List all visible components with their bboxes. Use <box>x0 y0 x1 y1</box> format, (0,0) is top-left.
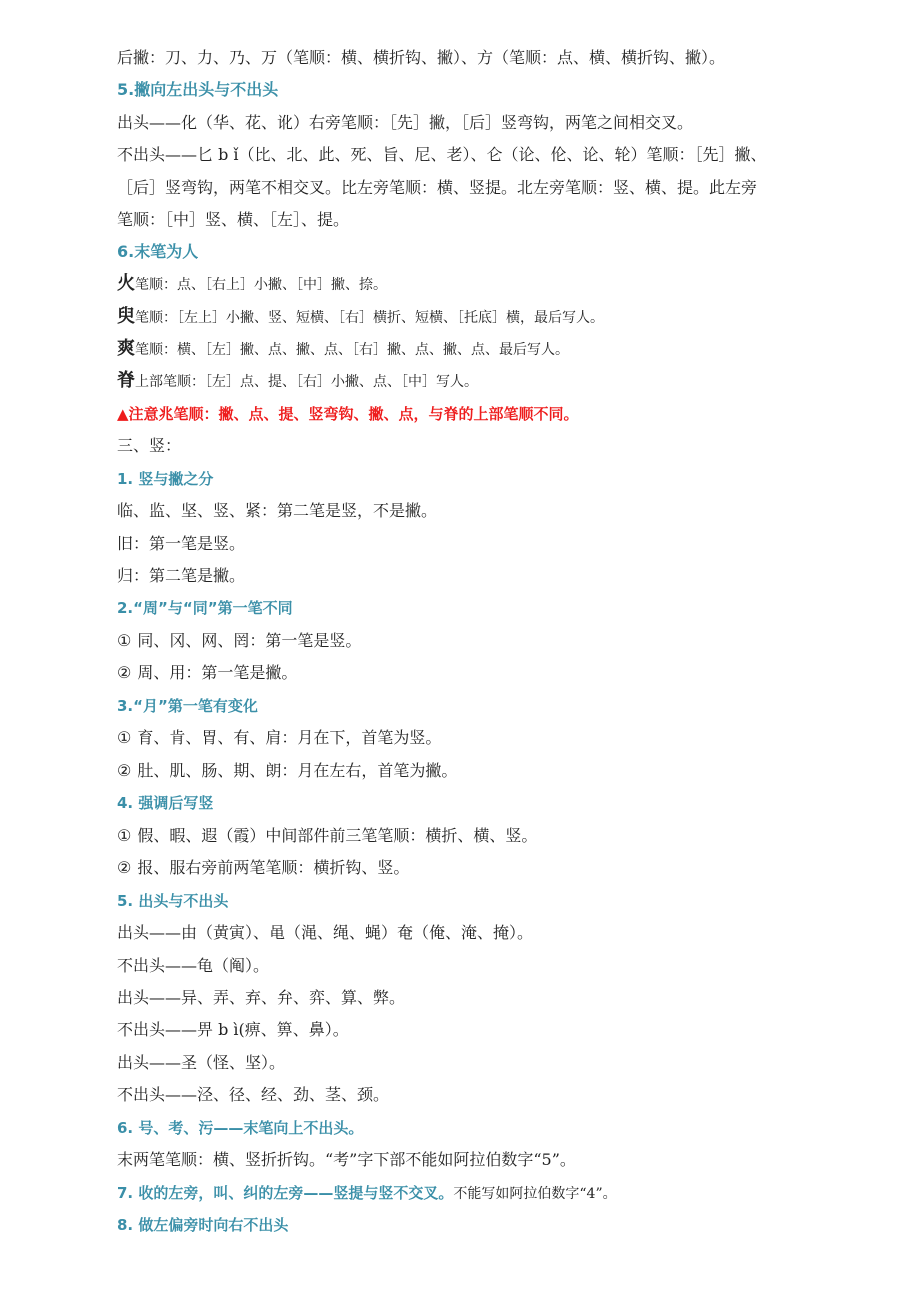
item-number: ① <box>117 826 132 845</box>
vertical-6-line: 末两笔笔顺：横、竖折折钩。“考”字下部不能如阿拉伯数字“5”。 <box>117 1150 576 1169</box>
vertical-5-heading: 5. 出头与不出头 <box>117 892 229 910</box>
stroke-item <box>117 274 387 296</box>
list-item <box>117 858 409 880</box>
list-item <box>117 826 537 848</box>
list-item <box>117 663 297 685</box>
vertical-5-line: 不出头——龟（阄）。 <box>117 956 270 975</box>
item-number: ② <box>117 663 132 682</box>
example-char: 爽 <box>117 338 135 359</box>
section-5-line-4: 笔顺：［中］竖、横、［左］、提。 <box>117 210 350 229</box>
vertical-5-line: 出头——异、弄、弃、弁、弈、算、弊。 <box>117 988 406 1007</box>
example-char: 脊 <box>117 370 135 391</box>
list-item <box>117 728 441 750</box>
item-number: ① <box>117 728 132 747</box>
intro-line: 后撇：刀、力、乃、万（笔顺：横、横折钩、撇）、方（笔顺：点、横、横折钩、撇）。 <box>117 48 726 67</box>
vertical-7-heading-text: 7. 收的左旁，叫、纠的左旁——竖提与竖不交叉。 <box>117 1184 454 1202</box>
vertical-5-line: 不出头——畀 b ì(痹、箅、鼻）。 <box>117 1020 349 1039</box>
vertical-2-heading: 2.“周”与“同”第一笔不同 <box>117 599 293 617</box>
stroke-item <box>117 307 604 329</box>
warning-note: ▲注意兆笔顺：撇、点、提、竖弯钩、撇、点，与脊的上部笔顺不同。 <box>117 405 579 423</box>
item-number: ① <box>117 631 132 650</box>
vertical-5-line: 不出头——泾、径、经、劲、茎、颈。 <box>117 1085 390 1104</box>
vertical-7-heading <box>117 1183 617 1205</box>
vertical-7-note: 不能写如阿拉伯数字“4”。 <box>453 1186 617 1202</box>
list-item <box>117 761 457 783</box>
vertical-1-line: 旧：第一笔是竖。 <box>117 534 246 553</box>
section-5-line-1: 出头——化（华、花、讹）右旁笔顺：［先］撇，［后］竖弯钩，两笔之间相交叉。 <box>117 113 694 132</box>
vertical-6-heading: 6. 号、考、污——末笔向上不出头。 <box>117 1119 364 1137</box>
stroke-order-text: 笔顺：点、［右上］小撇、［中］撇、捺。 <box>135 277 387 293</box>
item-text: 肚、肌、肠、期、朗：月在左右，首笔为撇。 <box>137 761 458 780</box>
vertical-5-line: 出头——圣（怪、坚）。 <box>117 1053 286 1072</box>
section-5-heading: 5.撇向左出头与不出头 <box>117 80 279 99</box>
example-char: 火 <box>117 273 135 294</box>
item-text: 周、用：第一笔是撇。 <box>137 663 298 682</box>
vertical-8-heading: 8. 做左偏旁时向右不出头 <box>117 1216 289 1234</box>
example-char: 臾 <box>117 306 135 327</box>
stroke-order-text: 笔顺：［左上］小撇、竖、短横、［右］横折、短横、［托底］横，最后写人。 <box>135 310 604 326</box>
stroke-item <box>117 371 478 393</box>
item-text: 假、暇、遐（霞）中间部件前三笔笔顺：横折、横、竖。 <box>137 826 538 845</box>
item-number: ② <box>117 761 132 780</box>
stroke-item <box>117 339 569 361</box>
item-text: 育、肯、胃、有、肩：月在下，首笔为竖。 <box>137 728 442 747</box>
list-item <box>117 631 361 653</box>
vertical-1-heading: 1. 竖与撇之分 <box>117 470 214 488</box>
vertical-5-line: 出头——由（黄寅）、黾（渑、绳、蝇）奄（俺、淹、掩）。 <box>117 923 534 942</box>
section-5-line-2: 不出头——匕 b ǐ（比、北、此、死、旨、尼、老）、仑（论、伦、论、轮）笔顺：［先］撇、 <box>117 145 767 164</box>
vertical-4-heading: 4. 强调后写竖 <box>117 794 214 812</box>
part-3-title: 三、竖： <box>117 436 182 455</box>
vertical-1-line: 归：第二笔是撇。 <box>117 566 246 585</box>
stroke-order-text: 笔顺：横、［左］撇、点、撇、点、［右］撇、点、撇、点、最后写人。 <box>135 342 569 358</box>
item-text: 报、服右旁前两笔笔顺：横折钩、竖。 <box>137 858 410 877</box>
section-6-heading: 6.末笔为人 <box>117 242 199 261</box>
vertical-3-heading: 3.“月”第一笔有变化 <box>117 697 258 715</box>
item-number: ② <box>117 858 132 877</box>
vertical-1-line: 临、监、坚、竖、紧：第二笔是竖，不是撇。 <box>117 501 438 520</box>
stroke-order-text: 上部笔顺：［左］点、提、［右］小撇、点、［中］写人。 <box>135 374 478 390</box>
section-5-line-3: ［后］竖弯钩，两笔不相交叉。比左旁笔顺：横、竖提。北左旁笔顺：竖、横、提。此左旁 <box>117 178 758 197</box>
item-text: 同、冈、网、罔：第一笔是竖。 <box>137 631 362 650</box>
